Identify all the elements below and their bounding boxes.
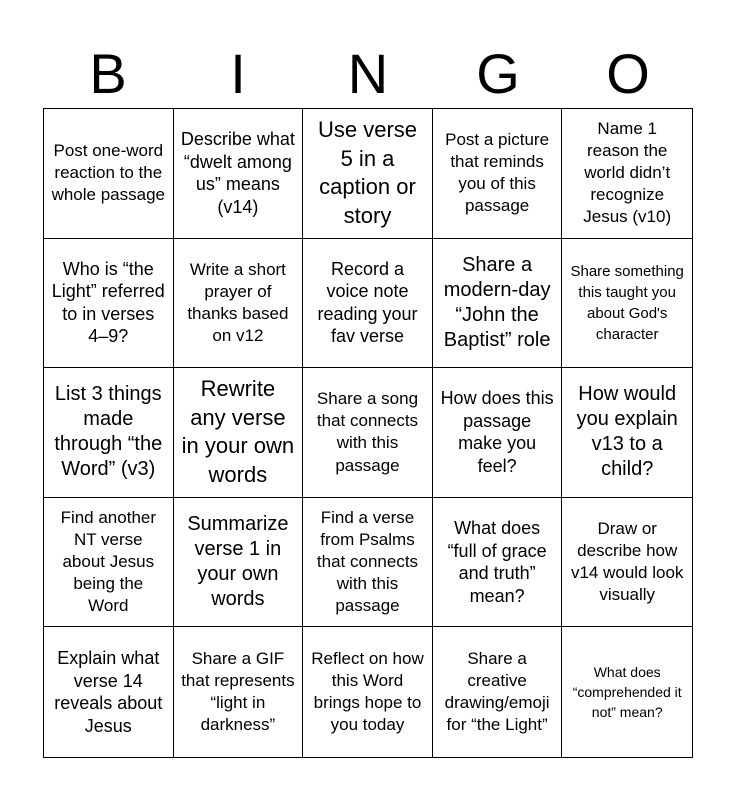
cell-text: Reflect on how this Word brings hope to you today [311, 649, 424, 735]
bingo-cell [433, 627, 563, 757]
bingo-cell [433, 498, 563, 628]
cell-text: Share a song that connects with this passage [316, 389, 419, 475]
cell-text: Share something this taught you about God's character [570, 262, 684, 343]
cell-text: Summarize verse 1 in your own words [187, 513, 289, 611]
cell-text: How would you explain v13 to a child? [576, 383, 678, 481]
cell-text: Name 1 reason the world didn’t recognize Jesus (v10) [583, 119, 672, 227]
cell-text: Explain what verse 14 reveals about Jesus [54, 648, 163, 736]
bingo-cell [562, 239, 692, 369]
bingo-cell [44, 498, 174, 628]
cell-text: Post a picture that reminds you of this passage [445, 130, 550, 216]
cell-text: Share a GIF that represents “light in darkness” [181, 649, 295, 735]
bingo-cell [303, 109, 433, 239]
bingo-cell [433, 239, 563, 369]
header-letter-n: N [347, 42, 389, 105]
cell-text: Rewrite any verse in your own words [181, 376, 295, 488]
bingo-cell [303, 239, 433, 369]
cell-text: Post one-word reaction to the whole passage [51, 141, 165, 205]
cell-text: Write a short prayer of thanks based on v12 [187, 259, 289, 345]
bingo-cell [44, 627, 174, 757]
bingo-cell [174, 239, 304, 369]
bingo-cell [44, 239, 174, 369]
bingo-cell [174, 368, 304, 498]
header-letter-b: B [89, 42, 127, 105]
header-letter-i: I [230, 42, 246, 105]
cell-text: Find a verse from Psalms that connects with this passage [316, 507, 419, 616]
cell-text: How does this passage make you feel? [440, 388, 554, 476]
cell-text: Find another NT verse about Jesus being the Word [60, 507, 157, 616]
bingo-cell [562, 498, 692, 628]
bingo-cell [562, 109, 692, 239]
bingo-cell [562, 368, 692, 498]
cell-text: List 3 things made through “the Word” (v3) [54, 383, 163, 481]
cell-text: Use verse 5 in a caption or story [317, 117, 418, 228]
header-letter-g: G [476, 42, 520, 105]
bingo-board [43, 108, 693, 758]
bingo-cell [44, 368, 174, 498]
bingo-cell [174, 109, 304, 239]
cell-text: Share a modern-day “John the Baptist” role [443, 253, 551, 351]
cell-text: Describe what “dwelt among us” means (v14) [180, 129, 295, 217]
bingo-cell [303, 498, 433, 628]
bingo-cell [174, 498, 304, 628]
bingo-cell [433, 368, 563, 498]
cell-text: What does “full of grace and truth” mean? [447, 518, 547, 606]
cell-text: Share a creative drawing/emoji for “the Light” [444, 649, 550, 735]
bingo-header [43, 40, 693, 108]
header-letter-o: O [606, 42, 650, 105]
bingo-cell [303, 627, 433, 757]
bingo-cell [174, 627, 304, 757]
cell-text: Draw or describe how v14 would look visually [570, 518, 684, 605]
bingo-cell [562, 627, 692, 757]
bingo-cell [44, 109, 174, 239]
bingo-cell [433, 109, 563, 239]
cell-text: Record a voice note reading your fav verse [317, 258, 418, 347]
cell-text: What does “comprehended it not” mean? [572, 663, 682, 721]
bingo-cell [303, 368, 433, 498]
cell-text: Who is “the Light” referred to in verses 4–9? [51, 258, 165, 347]
